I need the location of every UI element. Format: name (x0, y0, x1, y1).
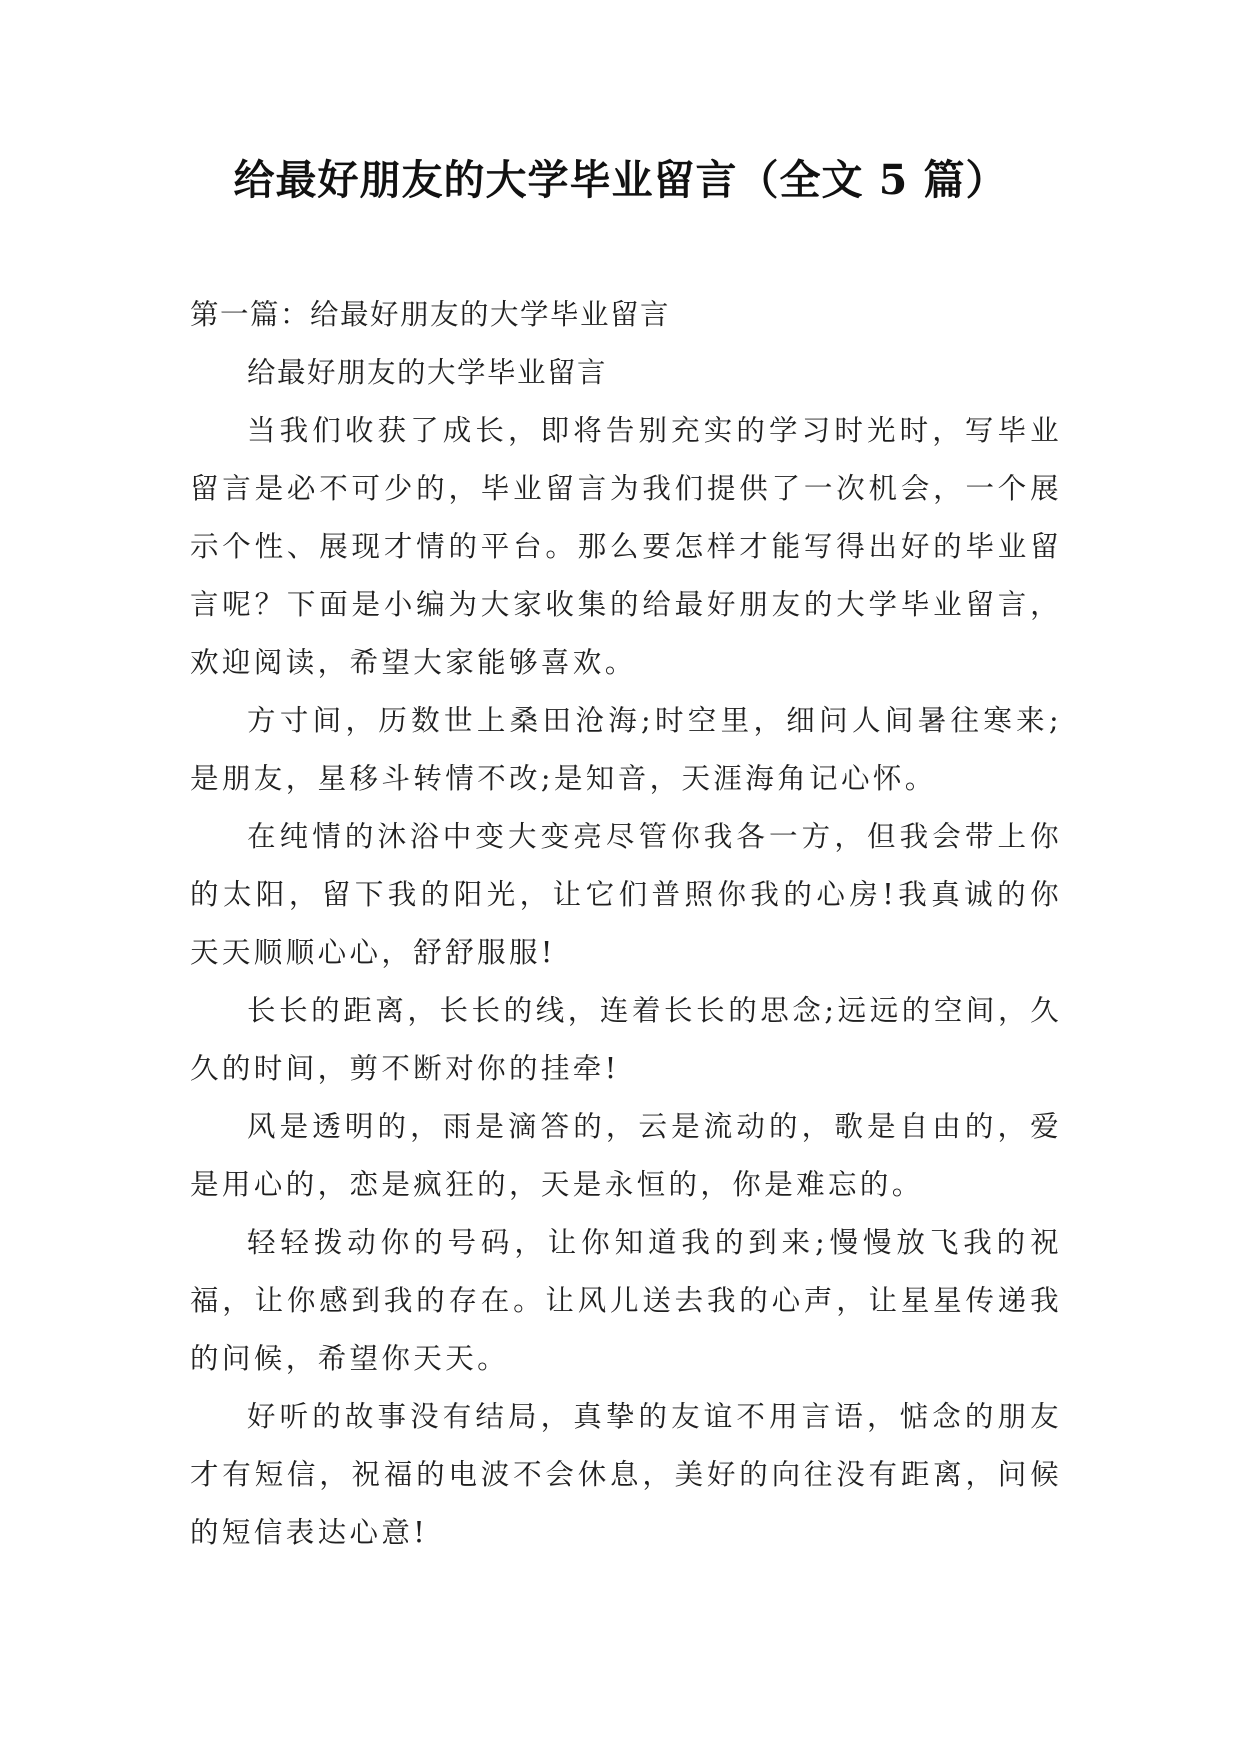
paragraph: 在纯情的沐浴中变大变亮尽管你我各一方，但我会带上你的太阳，留下我的阳光，让它们普照你我的心房!我真诚的你天天顺顺心心，舒舒服服! (190, 820, 1062, 969)
paragraph-intro: 当我们收获了成长，即将告别充实的学习时光时，写毕业留言是必不可少的，毕业留言为我们提供了一次机会，一个展示个性、展现才情的平台。那么要怎样才能写得出好的毕业留言呢？下面是小编为大家收集的给最好朋友的大学毕业留言，欢迎阅读，希望大家能够喜欢。 (190, 414, 1062, 679)
document-title: 给最好朋友的大学毕业留言（全文 5 篇） (233, 156, 1008, 204)
paragraph: 轻轻拨动你的号码，让你知道我的到来;慢慢放飞我的祝福，让你感到我的存在。让风儿送去我的心声，让星星传递我的问候，希望你天天。 (190, 1226, 1062, 1375)
paragraph: 长长的距离，长长的线，连着长长的思念;远远的空间，久久的时间，剪不断对你的挂牵! (190, 994, 1062, 1085)
section-heading: 第一篇：给最好朋友的大学毕业留言 (190, 298, 671, 331)
section-subtitle: 给最好朋友的大学毕业留言 (247, 356, 608, 389)
paragraph: 好听的故事没有结局，真挚的友谊不用言语，惦念的朋友才有短信，祝福的电波不会休息，美好的向往没有距离，问候的短信表达心意! (190, 1400, 1062, 1549)
paragraph: 风是透明的，雨是滴答的，云是流动的，歌是自由的，爱是用心的，恋是疯狂的，天是永恒的，你是难忘的。 (190, 1110, 1062, 1201)
paragraph: 方寸间，历数世上桑田沧海;时空里，细问人间暑往寒来;是朋友，星移斗转情不改;是知音，天涯海角记心怀。 (190, 704, 1062, 795)
document-body (190, 286, 1062, 1562)
